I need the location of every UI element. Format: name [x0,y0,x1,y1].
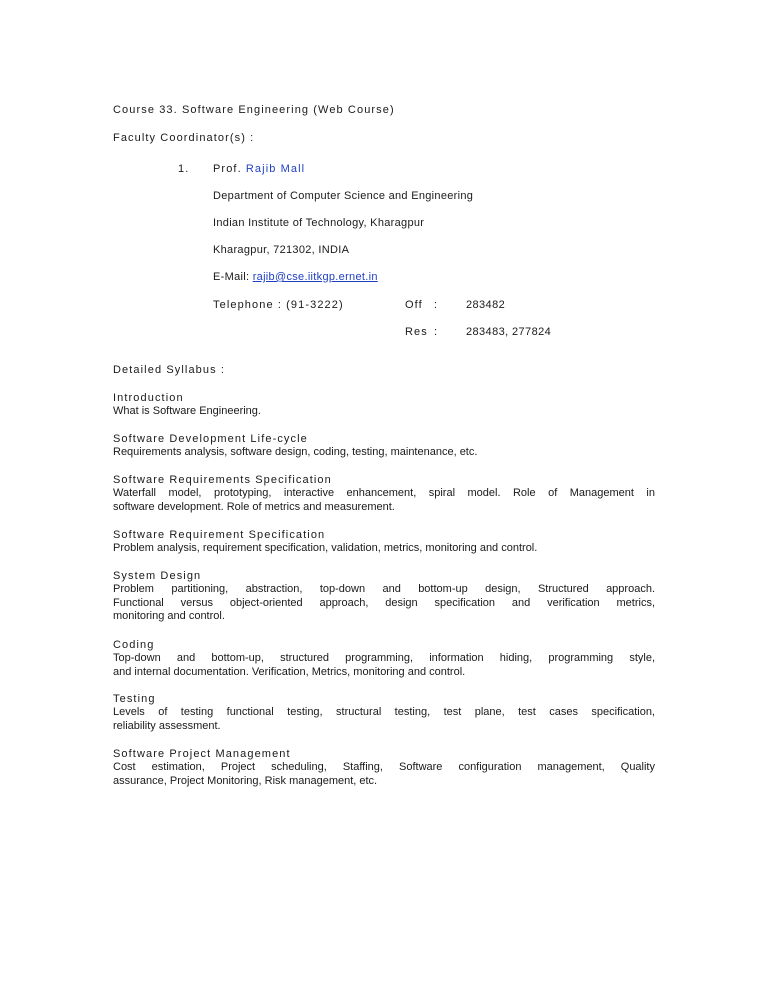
section-line: software development. Role of metrics and measurement. [113,500,395,513]
syllabus-section-testing [113,693,655,733]
section-line: Problem analysis, requirement specification, validation, metrics, monitoring and control. [113,542,538,554]
office-colon: : [434,299,438,311]
section-title: Software Development Life-cycle [113,433,308,445]
faculty-name-link[interactable]: Rajib Mall [245,163,306,175]
office-label: Off [405,299,423,311]
residence-colon: : [434,326,438,338]
section-title: Testing [113,693,156,705]
section-line: Problem partitioning, abstraction, top-down and bottom-up design, Structured approach. [113,583,655,595]
section-line: What is Software Engineering. [113,405,261,417]
email-link[interactable]: rajib@cse.iitkgp.ernet.in [252,271,378,283]
section-title: Introduction [113,392,184,404]
section-body [113,487,655,514]
syllabus-section-development-life-cycle [113,433,655,460]
faculty-email-line [213,271,378,284]
syllabus-section-project-management [113,748,655,788]
faculty-prefix: Prof. [213,163,246,175]
syllabus-section-requirement-specification [113,529,655,556]
section-title: Software Requirement Specification [113,529,326,541]
detailed-syllabus-label: Detailed Syllabus : [113,364,226,376]
section-line: Levels of testing functional testing, structural testing, test plane, test cases specification, [113,706,655,718]
office-number: 283482 [466,299,506,311]
section-body [113,706,655,733]
faculty-coordinator-label: Faculty Coordinator(s) : [113,132,255,144]
residence-number: 283483, 277824 [466,326,552,338]
section-body [113,652,655,679]
section-title: System Design [113,570,202,582]
section-title: Coding [113,639,155,651]
syllabus-section-system-design [113,570,655,624]
section-line: Cost estimation, Project scheduling, Staffing, Software configuration management, Quality [113,761,655,773]
section-body [113,405,655,419]
section-line: monitoring and control. [113,610,225,623]
faculty-institute: Indian Institute of Technology, Kharagpur [213,217,425,229]
section-line: Functional versus object-oriented approach, design specification and verification metrics, [113,596,655,609]
section-line: reliability assessment. [113,719,221,732]
syllabus-section-coding [113,639,655,679]
faculty-department: Department of Computer Science and Engineering [213,190,474,202]
section-title: Software Project Management [113,748,291,760]
section-body [113,542,655,556]
email-label: E-Mail: [213,271,253,283]
faculty-list-number: 1. [178,163,190,175]
section-line: and internal documentation. Verification, Metrics, monitoring and control. [113,665,466,678]
syllabus-section-requirements-specification [113,474,655,514]
faculty-name-line [213,163,305,176]
syllabus-section-introduction [113,392,655,419]
section-line: assurance, Project Monitoring, Risk management, etc. [113,774,378,787]
section-line: Top-down and bottom-up, structured programming, information hiding, programming style, [113,652,655,664]
section-line: Waterfall model, prototyping, interactive enhancement, spiral model. Role of Management in [113,487,655,499]
section-title: Software Requirements Specification [113,474,332,486]
telephone-label: Telephone : (91-3222) [213,299,344,311]
residence-label: Res [405,326,428,338]
section-body [113,583,655,624]
course-title: Course 33. Software Engineering (Web Course) [113,104,395,116]
section-line: Requirements analysis, software design, coding, testing, maintenance, etc. [113,446,478,458]
section-body [113,761,655,788]
faculty-address: Kharagpur, 721302, INDIA [213,244,350,256]
section-body [113,446,655,460]
